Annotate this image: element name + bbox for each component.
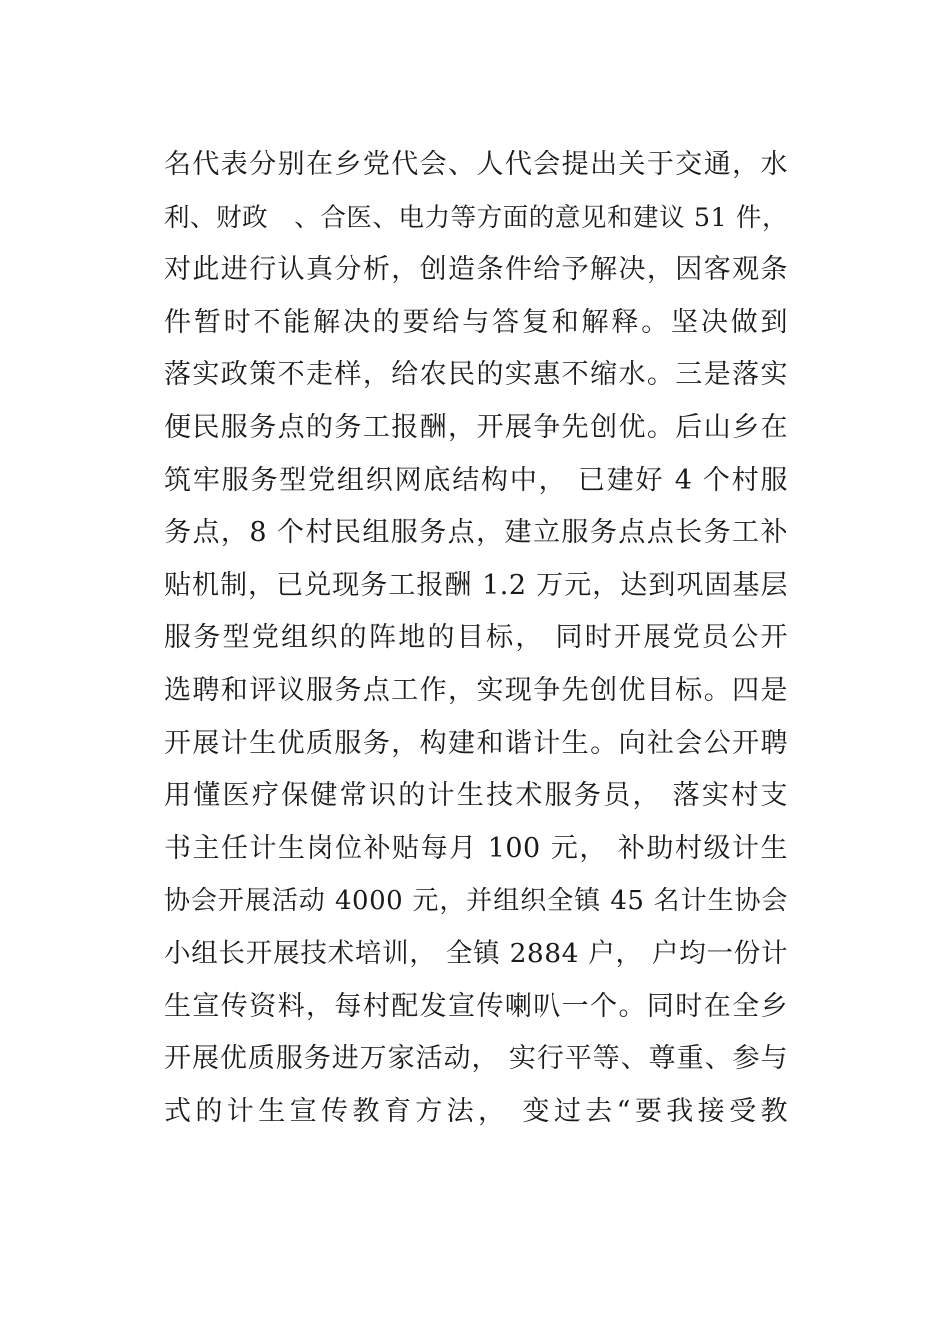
text-line: 开展优质服务进万家活动， 实行平等、尊重、参与 bbox=[164, 1043, 788, 1075]
text-line: 利、财政 、合医、电力等方面的意见和建议 51 件， bbox=[164, 202, 788, 233]
text-line: 落实政策不走样，给农民的实惠不缩水。三是落实 bbox=[164, 359, 788, 391]
text-line: 对此进行认真分析，创造条件给予解决，因客观条 bbox=[164, 254, 788, 286]
text-line: 生宣传资料，每村配发宣传喇叭一个。同时在全乡 bbox=[164, 990, 788, 1022]
text-line: 件暂时不能解决的要给与答复和解释。坚决做到 bbox=[164, 306, 788, 338]
text-line: 贴机制，已兑现务工报酬 1.2 万元，达到巩固基层 bbox=[164, 569, 788, 601]
text-line: 选聘和评议服务点工作，实现争先创优目标。四是 bbox=[164, 674, 788, 706]
text-line: 筑牢服务型党组织网底结构中， 已建好 4 个村服 bbox=[164, 464, 788, 496]
text-line: 小组长开展技术培训， 全镇 2884 户， 户均一份计 bbox=[164, 937, 788, 969]
body-text bbox=[164, 139, 788, 1138]
text-line: 服务型党组织的阵地的目标， 同时开展党员公开 bbox=[164, 622, 788, 654]
text-line: 协会开展活动 4000 元，并组织全镇 45 名计生协会 bbox=[164, 886, 788, 917]
text-line: 便民服务点的务工报酬，开展争先创优。后山乡在 bbox=[164, 411, 788, 443]
text-line: 式的计生宣传教育方法， 变过去“要我接受教 bbox=[164, 1095, 788, 1127]
text-line: 书主任计生岗位补贴每月 100 元， 补助村级计生 bbox=[164, 832, 788, 864]
text-line: 开展计生优质服务，构建和谐计生。向社会公开聘 bbox=[164, 727, 788, 759]
text-line: 名代表分别在乡党代会、人代会提出关于交通，水 bbox=[164, 149, 788, 180]
text-line: 用懂医疗保健常识的计生技术服务员， 落实村支 bbox=[164, 780, 788, 812]
text-line: 务点，8 个村民组服务点，建立服务点点长务工补 bbox=[164, 517, 788, 549]
